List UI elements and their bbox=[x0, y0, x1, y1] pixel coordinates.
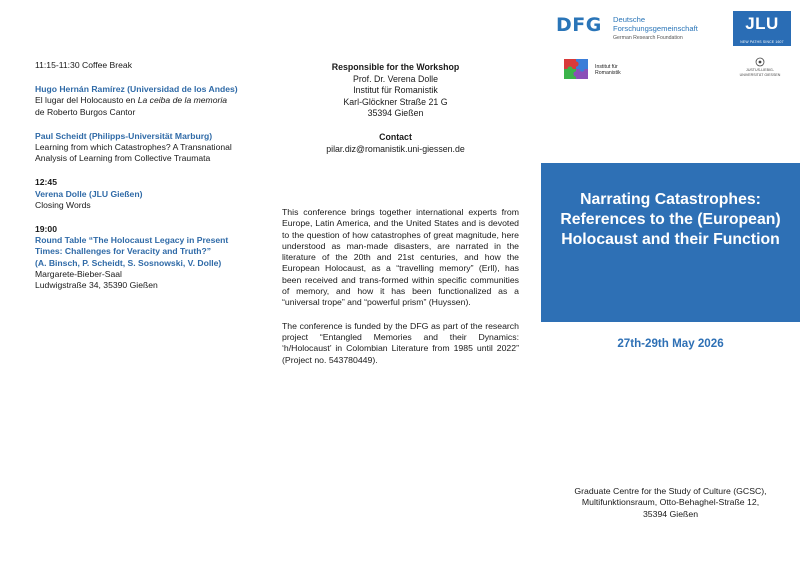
roundtable-address: Ludwigstraße 34, 35390 Gießen bbox=[35, 280, 158, 291]
responsible-street: Karl-Glöckner Straße 21 G bbox=[343, 96, 448, 107]
responsible-city: 35394 Gießen bbox=[367, 108, 424, 119]
jlu-logo-mark: JLU bbox=[745, 14, 779, 33]
responsible-name: Prof. Dr. Verena Dolle bbox=[352, 73, 439, 84]
dfg-logo-text bbox=[613, 15, 698, 43]
talk-1-title-italic: La ceiba de la memoria bbox=[137, 95, 228, 106]
contact-heading: Contact bbox=[379, 131, 412, 142]
talk-1-title-prefix: El lugar del Holocausto en bbox=[35, 95, 138, 106]
event-dates: 27th-29th May 2026 bbox=[617, 337, 724, 350]
dfg-logo bbox=[556, 14, 716, 48]
event-venue bbox=[541, 486, 800, 520]
dfg-line-2: Forschungsgemeinschaft bbox=[613, 24, 698, 34]
dfg-line-3: German Research Foundation bbox=[613, 34, 683, 41]
institut-romanistik-logo bbox=[562, 57, 632, 82]
description-paragraph-2: The conference is funded by the DFG as part of the research project “Entangled Memories and their Dynamics: ‘h/Holocaust’ in Colombian Literature from 1985 until 2022” (Project no. 543780449). bbox=[282, 320, 519, 365]
responsible-heading: Responsible for the Workshop bbox=[331, 62, 460, 72]
venue-line-1: Graduate Centre for the Study of Culture (GCSC), bbox=[574, 486, 767, 496]
institut-romanistik-text bbox=[595, 64, 621, 76]
talk-1-title bbox=[35, 95, 275, 106]
talk-1-speaker: Hugo Hernán Ramírez (Universidad de los Andes) bbox=[35, 84, 238, 95]
conference-description bbox=[282, 207, 519, 378]
event-title: Narrating Catastrophes: References to the (European) Holocaust and their Function bbox=[560, 191, 781, 248]
roundtable-room: Margarete-Bieber-Saal bbox=[35, 268, 122, 279]
program-column bbox=[35, 60, 275, 304]
talk-2 bbox=[35, 131, 275, 165]
contact-email[interactable]: pilar.diz@romanistik.uni-giessen.de bbox=[326, 143, 465, 154]
seal-icon bbox=[754, 57, 766, 67]
roundtable-time: 19:00 bbox=[35, 224, 57, 235]
puzzle-icon bbox=[562, 57, 592, 82]
ifr-line-2: Romanistik bbox=[595, 70, 621, 77]
organizer-info bbox=[283, 62, 508, 155]
talk-1-title-suffix: de Roberto Burgos Cantor bbox=[35, 106, 136, 117]
roundtable-title-line-2: Times: Challenges for Veracity and Truth?” bbox=[35, 246, 212, 257]
responsible-institute: Institut für Romanistik bbox=[353, 85, 438, 96]
venue-line-2: Multifunktionsraum, Otto-Behaghel-Straße 12, bbox=[581, 497, 760, 508]
roundtable-title-line-1: Round Table “The Holocaust Legacy in Present bbox=[35, 235, 229, 246]
venue-line-3: 35394 Gießen bbox=[642, 508, 699, 519]
jlu-logo-subtitle: NEW PATHS SINCE 1607 bbox=[740, 40, 784, 44]
university-seal bbox=[735, 57, 785, 77]
seal-text: JUSTUS-LIEBIG-UNIVERSITÄT GIESSEN bbox=[739, 68, 781, 77]
closing-speaker: Verena Dolle (JLU Gießen) bbox=[35, 188, 143, 199]
talk-1 bbox=[35, 84, 275, 118]
roundtable-block bbox=[35, 224, 275, 291]
talk-2-title-line-2: Analysis of Learning from Collective Traumata bbox=[35, 153, 211, 164]
dfg-logo-mark: DFG bbox=[556, 14, 602, 36]
ifr-line-1: Institut für bbox=[595, 64, 618, 70]
closing-block bbox=[35, 177, 275, 211]
talk-2-speaker: Paul Scheidt (Philipps-Universität Marburg) bbox=[35, 130, 213, 141]
coffee-break-text: 11:15-11:30 Coffee Break bbox=[35, 60, 132, 70]
coffee-break bbox=[35, 60, 275, 71]
talk-2-title-line-1: Learning from which Catastrophes? A Transnational bbox=[35, 142, 232, 153]
jlu-logo bbox=[733, 11, 791, 46]
closing-time: 12:45 bbox=[35, 177, 57, 188]
closing-label: Closing Words bbox=[35, 199, 91, 210]
description-paragraph-1: This conference brings together international experts from Europe, Latin America, and the United States and is devoted to the question of how catastrophes of great magnitude, here understood as man-made disasters, are narrated in the literature of the 20th and 21st centuries, and how the European Holocaust, as a “travelling memory” (Erll), has been received and trans-formed within specific communities of memory, and how it has been functionalized as a “universal trope” and “powerful prism” (Huyssen). bbox=[282, 207, 519, 308]
roundtable-participants: (A. Binsch, P. Scheidt, S. Sosnowski, V. Dolle) bbox=[35, 257, 222, 268]
dfg-line-1: Deutsche bbox=[613, 15, 646, 24]
title-banner bbox=[541, 163, 800, 322]
